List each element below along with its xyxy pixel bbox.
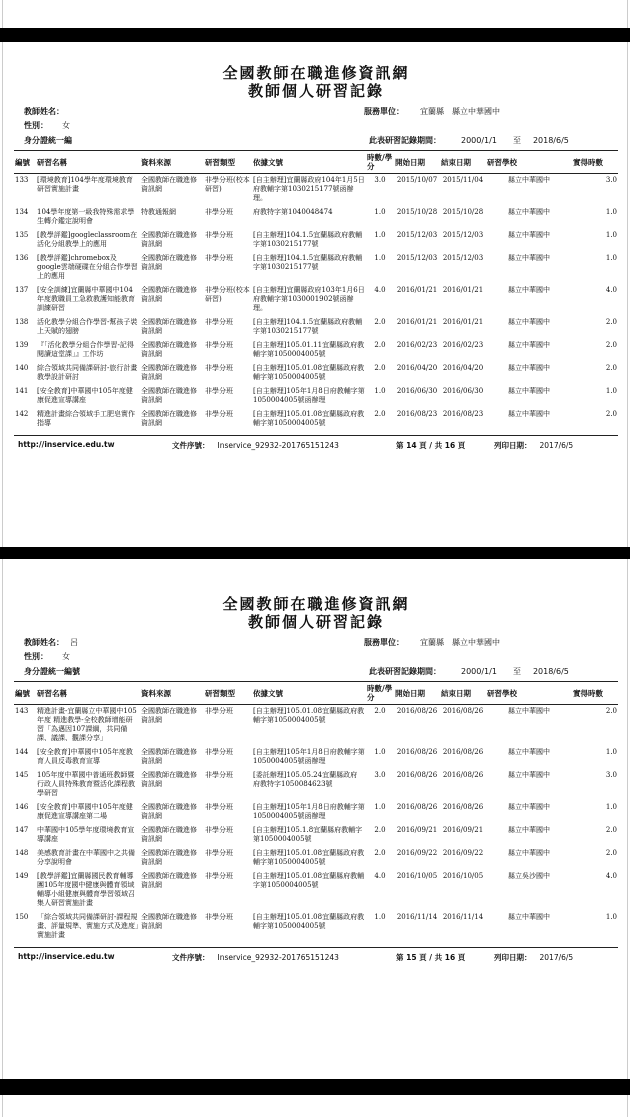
cell-end-date: 2016/11/14 [442,913,484,921]
gender-value: 女 [62,121,70,130]
cell-host-school: 縣立中華國中 [508,707,550,715]
cell-data-source: 特教通報網 [141,208,176,216]
table-body [14,174,618,432]
cell-hours: 2.0 [374,410,386,418]
page-subtitle: 教師個人研習記錄 [247,82,384,100]
period-label: 此表研習記錄期間： [369,667,441,676]
cell-earned-hours: 2.0 [605,707,617,715]
cell-end-date: 2016/08/26 [442,803,484,811]
table-row [14,339,618,362]
cell-course-type: 非學分班 [205,913,233,921]
cell-row-number: 136 [15,254,29,262]
gender-label: 性別： [24,121,48,130]
service-unit [364,106,500,117]
cell-hours: 1.0 [374,803,386,811]
cell-row-number: 144 [15,748,29,756]
period-from: 2000/1/1 [461,136,497,145]
cell-hours: 1.0 [374,254,386,262]
cell-hours: 1.0 [374,387,386,395]
cell-start-date: 2016/08/26 [396,748,438,756]
table-row [14,362,618,385]
cell-row-number: 148 [15,849,29,857]
cell-course-type: 非學分班(校本研習) [205,176,250,193]
cell-row-number: 150 [15,913,29,921]
cell-start-date: 2016/08/26 [396,771,438,779]
cell-reference-doc: [自主辦理]104.1.5宜蘭縣政府教輔字第1030215177號 [253,254,363,271]
cell-course-type: 非學分班 [205,803,233,811]
period-to: 2018/6/5 [532,136,569,145]
cell-data-source: 全國教師在職進修資訊網 [141,410,197,427]
cell-end-date: 2016/08/23 [442,410,484,418]
cell-course-type: 非學分班 [205,318,233,326]
cell-reference-doc: [自主辦理]105.1.8宜蘭縣府教輔字第1050004005號 [253,826,363,843]
cell-hours: 4.0 [374,286,386,294]
table-header-row [14,151,618,174]
header-school: 研習學校 [486,151,572,174]
cell-row-number: 135 [15,231,29,239]
cell-data-source: 全國教師在職進修資訊網 [141,913,197,930]
record-period [369,666,569,677]
cell-start-date: 2016/11/14 [396,913,438,921]
table-row [14,746,618,769]
cell-course-type: 非學分班 [205,410,233,418]
header-end: 結束日期 [440,151,486,174]
cell-row-number: 141 [15,387,29,395]
page-subtitle: 教師個人研習記錄 [247,613,384,631]
cell-data-source: 全國教師在職進修資訊網 [141,771,197,788]
cell-end-date: 2016/08/26 [442,748,484,756]
cell-course-name: 「綜合領域共同備課研討-課程規畫、評量規準、實施方式及進度」實施計畫 [37,913,139,939]
cell-data-source: 全國教師在職進修資訊網 [141,872,197,889]
cell-row-number: 145 [15,771,29,779]
name-line [24,637,78,648]
cell-row-number: 143 [15,707,29,715]
page-footer [14,435,618,452]
cell-row-number: 134 [15,208,29,216]
cell-course-type: 非學分班 [205,364,233,372]
cell-course-type: 非學分班 [205,231,233,239]
serial-label: 文件序號： [172,953,210,962]
cell-data-source: 全國教師在職進修資訊網 [141,341,197,358]
record-page-15 [14,595,618,964]
cell-host-school: 縣立中華國中 [508,849,550,857]
cell-hours: 2.0 [374,849,386,857]
cell-course-name: 104學年度第一級我特殊需求學生轉介鑑定說明會 [37,208,135,225]
header-no: 編號 [14,682,36,705]
cell-course-type: 非學分班 [205,826,233,834]
cell-course-name: [教學評鑑]googleclassroom在活化分組教學上的應用 [37,231,138,248]
cell-reference-doc: [自主辦理]105.01.08宜蘭縣政府教輔字第1050004005號 [253,913,365,930]
cell-reference-doc: [自主辦理]105年1月8日府教輔字第1050004005號函辦理 [253,748,365,765]
cell-start-date: 2015/10/28 [396,208,438,216]
cell-course-type: 非學分班 [205,707,233,715]
cell-earned-hours: 4.0 [605,286,617,294]
serial-label: 文件序號： [172,441,210,450]
cell-earned-hours: 2.0 [605,849,617,857]
cell-row-number: 142 [15,410,29,418]
cell-host-school: 縣立中華國中 [508,826,550,834]
separator-black-bar [0,547,630,559]
period-to: 2018/6/5 [532,667,569,676]
cell-reference-doc: [自主辦理]105年1月8日府教輔字第1050004005號函辦理 [253,387,365,404]
cell-start-date: 2016/08/23 [396,410,438,418]
header-doc: 依據文號 [252,151,366,174]
cell-earned-hours: 1.0 [605,231,617,239]
cell-host-school: 縣立中華國中 [508,387,550,395]
serial-value: Inservice_92932-201765151243 [217,953,339,962]
cell-earned-hours: 3.0 [605,771,617,779]
id-label: 身分證統一編號 [24,667,80,676]
cell-course-type: 非學分班 [205,872,233,880]
cell-row-number: 146 [15,803,29,811]
cell-course-name: 精進計畫綜合領域手工肥皂實作指導 [37,410,135,427]
cell-end-date: 2016/09/22 [442,849,484,857]
period-to-word: 至 [512,667,521,676]
cell-row-number: 149 [15,872,29,880]
cell-data-source: 全國教師在職進修資訊網 [141,318,197,335]
cell-course-name: 美感教育計畫在中華國中之共備分享說明會 [37,849,135,866]
cell-course-type: 非學分班 [205,748,233,756]
cell-earned-hours: 2.0 [605,318,617,326]
header-earned: 實得時數 [572,151,618,174]
cell-row-number: 133 [15,176,29,184]
cell-host-school: 縣立吳沙國中 [508,872,550,880]
cell-earned-hours: 4.0 [605,872,617,880]
cell-start-date: 2016/09/22 [396,849,438,857]
cell-earned-hours: 3.0 [605,176,617,184]
print-date [494,952,573,963]
cell-start-date: 2016/09/21 [396,826,438,834]
cell-end-date: 2016/02/23 [442,341,484,349]
cell-host-school: 縣立中華國中 [508,364,550,372]
header-no: 編號 [14,151,36,174]
table-row [14,769,618,801]
table-row [14,870,618,911]
table-row [14,229,618,252]
table-row [14,408,618,431]
cell-course-name: 中華國中105學年度環境教育宣導講座 [37,826,135,843]
cell-host-school: 縣立中華國中 [508,286,550,294]
gender-line [24,120,70,131]
cell-host-school: 縣立中華國中 [508,803,550,811]
cell-data-source: 全國教師在職進修資訊網 [141,364,197,381]
cell-reference-doc: [自主辦理]105.01.08宜蘭縣政府教輔字第1050004005號 [253,364,365,381]
service-label: 服務單位： [364,638,404,647]
cell-row-number: 140 [15,364,29,372]
header-source: 資料來源 [140,682,204,705]
cell-end-date: 2015/12/03 [442,254,484,262]
cell-course-name: [教學評鑑]chromebox及google雲端硬碟在分組合作學習上的應用 [37,254,138,280]
bottom-black-bar [0,1079,630,1095]
top-black-bar [0,28,630,42]
cell-start-date: 2016/01/21 [396,286,438,294]
cell-course-name: [安全訓練]宜蘭縣中華國中104年度教職員工急救教護知能教育訓練研習 [37,286,135,312]
cell-reference-doc: [自主辦理]105.01.11宜蘭縣政府教輔字第1050004005號 [253,341,365,358]
cell-start-date: 2016/10/05 [396,872,438,880]
cell-end-date: 2016/01/21 [442,318,484,326]
cell-data-source: 全國教師在職進修資訊網 [141,849,197,866]
header-start: 開始日期 [394,151,440,174]
cell-earned-hours: 2.0 [605,826,617,834]
header-school: 研習學校 [486,682,572,705]
serial-value: Inservice_92932-201765151243 [217,441,339,450]
cell-hours: 3.0 [374,176,386,184]
print-label: 列印日期： [494,953,532,962]
header-start: 開始日期 [394,682,440,705]
cell-reference-doc: [自主辦理]105.01.08宜蘭縣政府教輔字第1050004005號 [253,410,365,427]
table-row [14,801,618,824]
cell-end-date: 2015/10/28 [442,208,484,216]
cell-data-source: 全國教師在職進修資訊網 [141,286,197,303]
table-row [14,824,618,847]
serial [172,952,339,963]
cell-host-school: 縣立中華國中 [508,771,550,779]
period-to-word: 至 [512,136,521,145]
header-type: 研習類型 [204,151,252,174]
serial [172,440,339,451]
cell-start-date: 2015/12/03 [396,231,438,239]
name-label: 教師姓名： [24,638,64,647]
cell-end-date: 2016/06/30 [442,387,484,395]
cell-course-name: [環境教育]104學年度環境教育研習實施計畫 [37,176,133,193]
cell-reference-doc: [自主辦理]105.01.08宜蘭縣府教輔字第1050004005號 [253,872,365,889]
cell-end-date: 2016/08/26 [442,707,484,715]
cell-data-source: 全國教師在職進修資訊網 [141,826,197,843]
cell-hours: 4.0 [374,872,386,880]
print-date-value: 2017/6/5 [539,441,574,450]
cell-end-date: 2016/01/21 [442,286,484,294]
name-line [24,106,70,117]
header-doc: 依據文號 [252,682,366,705]
cell-host-school: 縣立中華國中 [508,410,550,418]
cell-earned-hours: 1.0 [605,803,617,811]
cell-course-name: [安全教育]中華國中105年度健康促進宣導講座第二場 [37,803,133,820]
table-row [14,316,618,339]
record-page-14 [14,64,618,452]
cell-data-source: 全國教師在職進修資訊網 [141,387,197,404]
cell-row-number: 147 [15,826,29,834]
cell-reference-doc: [委託辦理]105.05.24宜蘭縣政府 府教特字1050084623號 [253,771,358,788]
period-from: 2000/1/1 [461,667,497,676]
header-hours: 時數/學分 [366,682,394,705]
cell-end-date: 2016/10/05 [442,872,484,880]
record-period [369,135,569,146]
cell-host-school: 縣立中華國中 [508,176,550,184]
header-earned: 實得時數 [572,682,618,705]
cell-reference-doc: [自主辦理]105年1月8日府教輔字第1050004005號函辦理 [253,803,365,820]
cell-host-school: 縣立中華國中 [508,208,550,216]
print-date-value: 2017/6/5 [539,953,574,962]
service-school: 縣立中華國中 [452,638,500,647]
cell-earned-hours: 2.0 [605,364,617,372]
service-label: 服務單位： [364,107,404,116]
header-source: 資料來源 [140,151,204,174]
cell-course-type: 非學分班 [205,254,233,262]
header-name: 研習名稱 [36,682,140,705]
header-hours: 時數/學分 [366,151,394,174]
cell-hours: 1.0 [374,913,386,921]
cell-hours: 2.0 [374,826,386,834]
cell-hours: 1.0 [374,748,386,756]
table-row [14,911,618,943]
cell-data-source: 全國教師在職進修資訊網 [141,748,197,765]
period-label: 此表研習記錄期間： [369,136,441,145]
service-school: 縣立中華國中 [452,107,500,116]
cell-course-name: [安全教育]中華國中105年度教育人員反毒教育宣導 [37,748,133,765]
cell-start-date: 2016/08/26 [396,803,438,811]
cell-end-date: 2015/12/03 [442,231,484,239]
cell-end-date: 2016/09/21 [442,826,484,834]
cell-course-type: 非學分班 [205,771,233,779]
gender-line [24,651,70,662]
teacher-info [14,102,618,150]
cell-start-date: 2016/06/30 [396,387,438,395]
service-county: 宜蘭縣 [420,638,444,647]
cell-course-name: 活化教學分組合作學習-幫孩子裝上天賦的翅膀 [37,318,138,335]
cell-hours: 1.0 [374,231,386,239]
service-unit [364,637,500,648]
record-table [14,150,618,431]
cell-course-type: 非學分班 [205,387,233,395]
cell-host-school: 縣立中華國中 [508,748,550,756]
cell-data-source: 全國教師在職進修資訊網 [141,254,197,271]
record-table [14,681,618,943]
cell-reference-doc: [自主辦理]105.01.08宜蘭縣政府教輔字第1050004005號 [253,849,365,866]
cell-earned-hours: 2.0 [605,341,617,349]
cell-course-name: 『「活化教學分組合作學習-記得閱讀這堂課」』工作坊 [37,341,134,358]
table-row [14,206,618,229]
cell-reference-doc: [自主辦理]105.01.08宜蘭縣政府教輔字第1050004005號 [253,707,365,724]
teacher-info [14,633,618,681]
table-row [14,252,618,284]
cell-course-type: 非學分班(校本研習) [205,286,250,303]
print-label: 列印日期： [494,441,532,450]
cell-row-number: 139 [15,341,29,349]
header-type: 研習類型 [204,682,252,705]
cell-earned-hours: 1.0 [605,208,617,216]
cell-course-name: [教學評鑑]宜蘭縣國民教育輔導團105年度國中健康與體育領域輔導小組健康與體育學習領域召集人研習實施計畫 [37,872,135,907]
cell-reference-doc: [自主辦理]104.1.5宜蘭縣政府教輔字第1030215177號 [253,231,363,248]
cell-data-source: 全國教師在職進修資訊網 [141,176,197,193]
cell-row-number: 138 [15,318,29,326]
print-date [494,440,573,451]
cell-earned-hours: 1.0 [605,387,617,395]
cell-course-name: 綜合領域共同備課研討-旅行計畫教學設計研討 [37,364,138,381]
cell-start-date: 2016/08/26 [396,707,438,715]
cell-hours: 2.0 [374,364,386,372]
table-row [14,385,618,408]
cell-start-date: 2015/12/03 [396,254,438,262]
service-county: 宜蘭縣 [420,107,444,116]
cell-start-date: 2016/04/20 [396,364,438,372]
table-header-row [14,682,618,705]
page-number: 第 14 頁 / 共 16 頁 [396,441,466,450]
cell-earned-hours: 1.0 [605,254,617,262]
cell-start-date: 2016/02/23 [396,341,438,349]
cell-host-school: 縣立中華國中 [508,341,550,349]
table-body [14,705,618,944]
cell-host-school: 縣立中華國中 [508,254,550,262]
table-row [14,705,618,747]
table-row [14,284,618,316]
footer-url: http://inservice.edu.tw [18,440,115,449]
cell-course-type: 非學分班 [205,208,233,216]
cell-host-school: 縣立中華國中 [508,231,550,239]
cell-course-name: 105年度中華國中普通班教師暨行政人員特殊教育暨活化課程教學研習 [37,771,135,797]
cell-data-source: 全國教師在職進修資訊網 [141,707,197,724]
cell-reference-doc: [自主辦理]104.1.5宜蘭縣政府教輔字第1030215177號 [253,318,363,335]
cell-hours: 1.0 [374,208,386,216]
cell-hours: 2.0 [374,318,386,326]
footer-url: http://inservice.edu.tw [18,952,115,961]
cell-reference-doc: 府教特字第1040048474 [253,208,333,216]
cell-earned-hours: 1.0 [605,913,617,921]
cell-reference-doc: [自主辦理]宜蘭縣政府103年1月6日府教輔字第1030001902號函辦理。 [253,286,365,312]
header-end: 結束日期 [440,682,486,705]
cell-host-school: 縣立中華國中 [508,913,550,921]
cell-end-date: 2016/08/26 [442,771,484,779]
cell-start-date: 2016/01/21 [396,318,438,326]
cell-hours: 2.0 [374,707,386,715]
cell-end-date: 2015/11/04 [442,176,484,184]
gender-label: 性別： [24,652,48,661]
page-title: 全國教師在職進修資訊網 [222,64,410,82]
cell-row-number: 137 [15,286,29,294]
cell-course-type: 非學分班 [205,341,233,349]
cell-hours: 3.0 [374,771,386,779]
id-label: 身分證統一編 [24,136,72,145]
cell-start-date: 2015/10/07 [396,176,438,184]
page-number: 第 15 頁 / 共 16 頁 [396,953,466,962]
cell-data-source: 全國教師在職進修資訊網 [141,231,197,248]
cell-earned-hours: 1.0 [605,748,617,756]
cell-course-type: 非學分班 [205,849,233,857]
cell-course-name: 精進計畫-宜蘭縣立中華國中105年度 精進教學-全校教師增能研習「為邁因107課綱，共同備課、議課、觀課分享」 [37,707,137,742]
gender-value: 女 [62,652,70,661]
cell-reference-doc: [自主辦理]宜蘭縣政府104年1月5日府教輔字第1030215177號函辦理。 [253,176,365,202]
table-row [14,174,618,207]
table-row [14,847,618,870]
page-title: 全國教師在職進修資訊網 [222,595,410,613]
cell-data-source: 全國教師在職進修資訊網 [141,803,197,820]
cell-earned-hours: 2.0 [605,410,617,418]
cell-hours: 2.0 [374,341,386,349]
name-value: 呂 [70,638,78,647]
cell-end-date: 2016/04/20 [442,364,484,372]
cell-host-school: 縣立中華國中 [508,318,550,326]
page-footer [14,947,618,964]
cell-course-name: [安全教育]中華國中105年度健康促進宣導講座 [37,387,133,404]
name-label: 教師姓名： [24,107,64,116]
header-name: 研習名稱 [36,151,140,174]
